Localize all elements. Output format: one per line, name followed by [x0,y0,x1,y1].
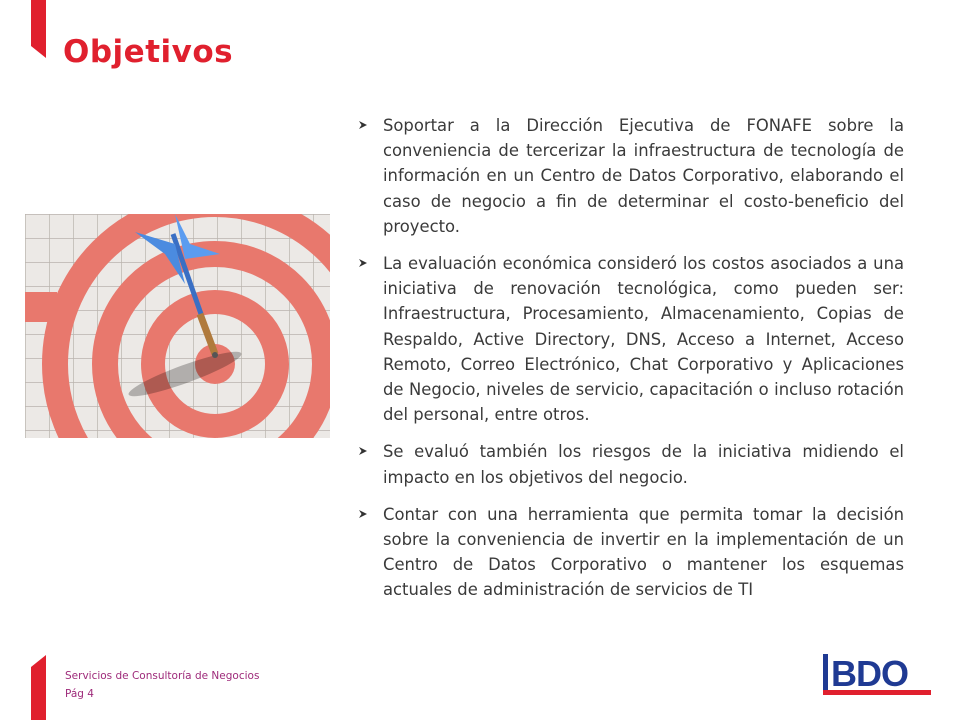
accent-bar-bottom [31,655,46,720]
dart-target-illustration [25,214,330,438]
logo-text: BDO [831,653,908,694]
list-item [358,439,904,489]
arrow-bullet-icon [358,446,368,456]
footer-page-number: Pág 4 [65,688,94,700]
bullet-list [358,113,904,615]
bullet-text: Soportar a la Dirección Ejecutiva de FONAFE sobre la conveniencia de tercerizar la infraestructura de tecnología de información en un Centro de Datos Corporativo, elaborando el caso de negocio a fin de determinar el costo-beneficio del proyecto. [383,116,904,236]
list-item [358,251,904,427]
bdo-logo [823,652,933,698]
arrow-bullet-icon [358,258,368,268]
arrow-bullet-icon [358,120,368,130]
dart-target-image [25,214,330,438]
slide-title: Objetivos [63,34,234,70]
bullet-text: Se evaluó también los riesgos de la iniciativa midiendo el impacto en los objetivos del negocio. [383,442,904,487]
arrow-bullet-icon [358,509,368,519]
accent-bar-top [31,0,46,58]
list-item [358,113,904,239]
bullet-text: La evaluación económica consideró los costos asociados a una iniciativa de renovación tecnológica, como pueden ser: Infraestructura, Procesamiento, Almacenamiento, Copias de Respaldo, Active Directory, DNS, Acceso a Internet, Acceso Remoto, Correo Electrónico, Chat Corporativo y Aplicaciones de Negocio, niveles de servicio, capacitación o incluso rotación del personal, entre otros. [383,254,904,425]
list-item [358,502,904,603]
bullet-text: Contar con una herramienta que permita tomar la decisión sobre la conveniencia de invertir en la implementación de un Centro de Datos Corporativo o mantener los esquemas actuales de administración de servicios de TI [383,504,904,600]
footer-company: Servicios de Consultoría de Negocios [65,670,260,682]
